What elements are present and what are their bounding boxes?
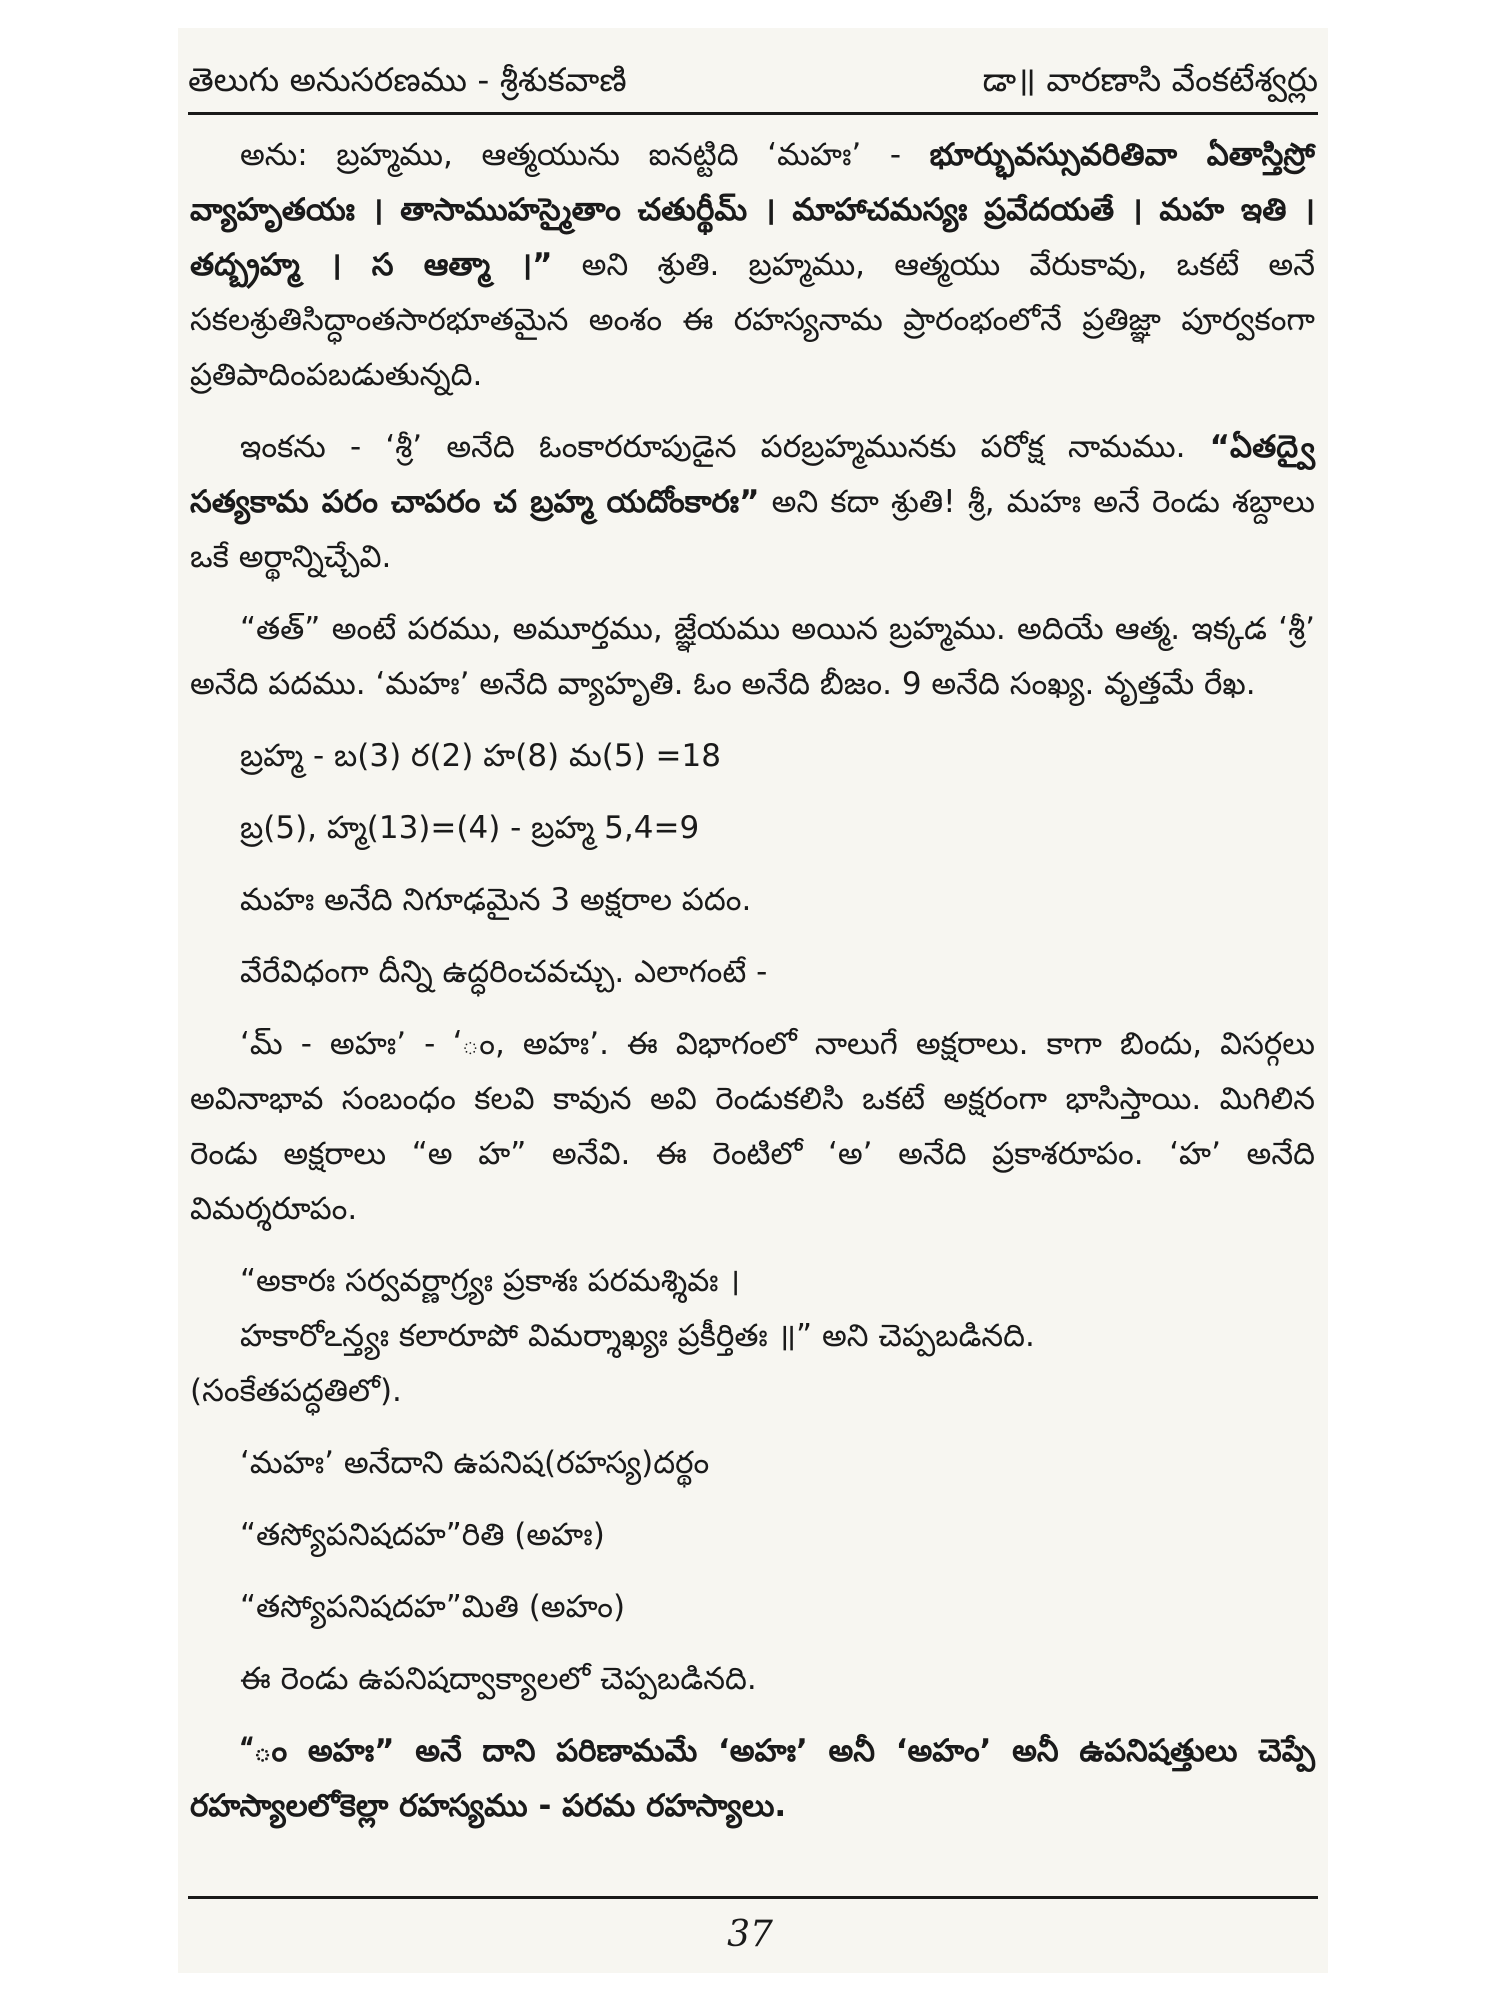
paragraph-1-text-a: అను: బ్రహ్మము, ఆత్మయును ఐనట్టిది ‘మహః’ -	[240, 137, 930, 173]
paragraph-3: “తత్” అంటే పరము, అమూర్తము, జ్ఞేయము అయిన బ్రహ్మము. అదియే ఆత్మ. ఇక్కడ ‘శ్రీ’ అనేది పదము. ‘మహః’ అనేది వ్యాహృతి. ఓం అనేది బీజం. 9 అనేది సంఖ్య. వృత్తమే రేఖ.	[190, 611, 1315, 702]
formula-line-2: బ్ర(5), హ్మ(13)=(4) - బ్రహ్మ 5,4=9	[240, 810, 700, 846]
paragraph-2-text-a: ఇంకను - ‘శ్రీ’ అనేది ఓంకారరూపుడైన పరబ్రహ్మమునకు పరోక్ష నామము.	[240, 429, 1210, 465]
verse-line-3: (సంకేతపద్ధతిలో).	[190, 1373, 402, 1409]
text-line-5: ‘మహః’ అనేదాని ఉపనిష(రహస్య)దర్థం	[240, 1445, 710, 1481]
paragraph-4: ‘మ్ - అహః’ - ‘ం, అహః’. ఈ విభాగంలో నాలుగే అక్షరాలు. కాగా బిందు, విసర్గలు అవినాభావ సంబంధం కలవి కావున అవి రెండుకలిసి ఒకటే అక్షరంగా భాసిస్తాయి. మిగిలిన రెండు అక్షరాలు “అ హ” అనేవి. ఈ రెంటిలో ‘అ’ అనేది ప్రకాశరూపం. ‘హ’ అనేది విమర్శరూపం.	[190, 1026, 1315, 1227]
header-author: డా॥ వారణాసి వేంకటేశ్వర్లు	[982, 60, 1318, 99]
paragraph-2-quote: “ఏతద్వై సత్యకామ పరం చాపరం చ బ్రహ్మ యదోంకారః”	[190, 429, 1315, 520]
header-rule	[188, 112, 1318, 115]
paragraph-1-quote: భూర్భువస్సువరితివా ఏతాస్తిస్రో వ్యాహృతయః । తాసాముహస్మైతాం చతుర్థీమ్ । మాహాచమస్యః ప్రవేదయతే । మహ ఇతి । తద్బ్రహ్మ । స ఆత్మా ।”	[190, 137, 1315, 283]
formula-line-1: బ్రహ్మ - బ(3) ర(2) హ(8) మ(5) =18	[240, 738, 721, 774]
verse-line-1: “అకారః సర్వవర్ణాగ్ర్యః ప్రకాశః పరమశ్శివః ।	[240, 1263, 741, 1299]
paragraph-1	[190, 128, 1315, 403]
text-line-4: వేరేవిధంగా దీన్ని ఉద్ధరించవచ్చు. ఎలాగంటే -	[240, 954, 768, 990]
text-line-7: “తస్యోపనిషదహ”మితి (అహం)	[240, 1589, 626, 1625]
paragraph-2	[190, 420, 1315, 585]
page-body	[190, 128, 1315, 1851]
header-title: తెలుగు అనుసరణము - శ్రీశుకవాణి	[188, 60, 627, 99]
final-paragraph: “ం అహః” అనే దాని పరిణామమే ‘అహః’ అనీ ‘అహం’ అనీ ఉపనిషత్తులు చెప్పే రహస్యాలలోకెల్లా రహస్యము - పరమ రహస్యాలు.	[190, 1733, 1315, 1824]
text-line-6: “తస్యోపనిషదహ”రితి (అహః)	[240, 1517, 605, 1553]
text-line-3: మహః అనేది నిగూఢమైన 3 అక్షరాల పదం.	[240, 882, 752, 918]
text-line-8: ఈ రెండు ఉపనిషద్వాక్యాలలో చెప్పబడినది.	[240, 1661, 757, 1697]
running-header	[188, 50, 1318, 110]
paragraph-2-text-b: అని కదా శ్రుతి! శ్రీ, మహః అనే రెండు శబ్దాలు ఒకే అర్థాన్నిచ్చేవి.	[190, 484, 1315, 575]
verse-line-2: హకారోఽన్త్యః కలారూపో విమర్శాఖ్యః ప్రకీర్తితః ॥” అని చెప్పబడినది.	[240, 1318, 1035, 1354]
paragraph-1-text-b: అని శ్రుతి. బ్రహ్మము, ఆత్మయు వేరుకావు, ఒకటే అనే సకలశ్రుతిసిద్ధాంతసారభూతమైన అంశం ఈ రహస్యనామ ప్రారంభంలోనే ప్రతిజ్ఞా పూర్వకంగా ప్రతిపాదింపబడుతున్నది.	[190, 247, 1315, 393]
footer-rule	[188, 1896, 1318, 1899]
page-number: 37	[727, 1914, 773, 1955]
